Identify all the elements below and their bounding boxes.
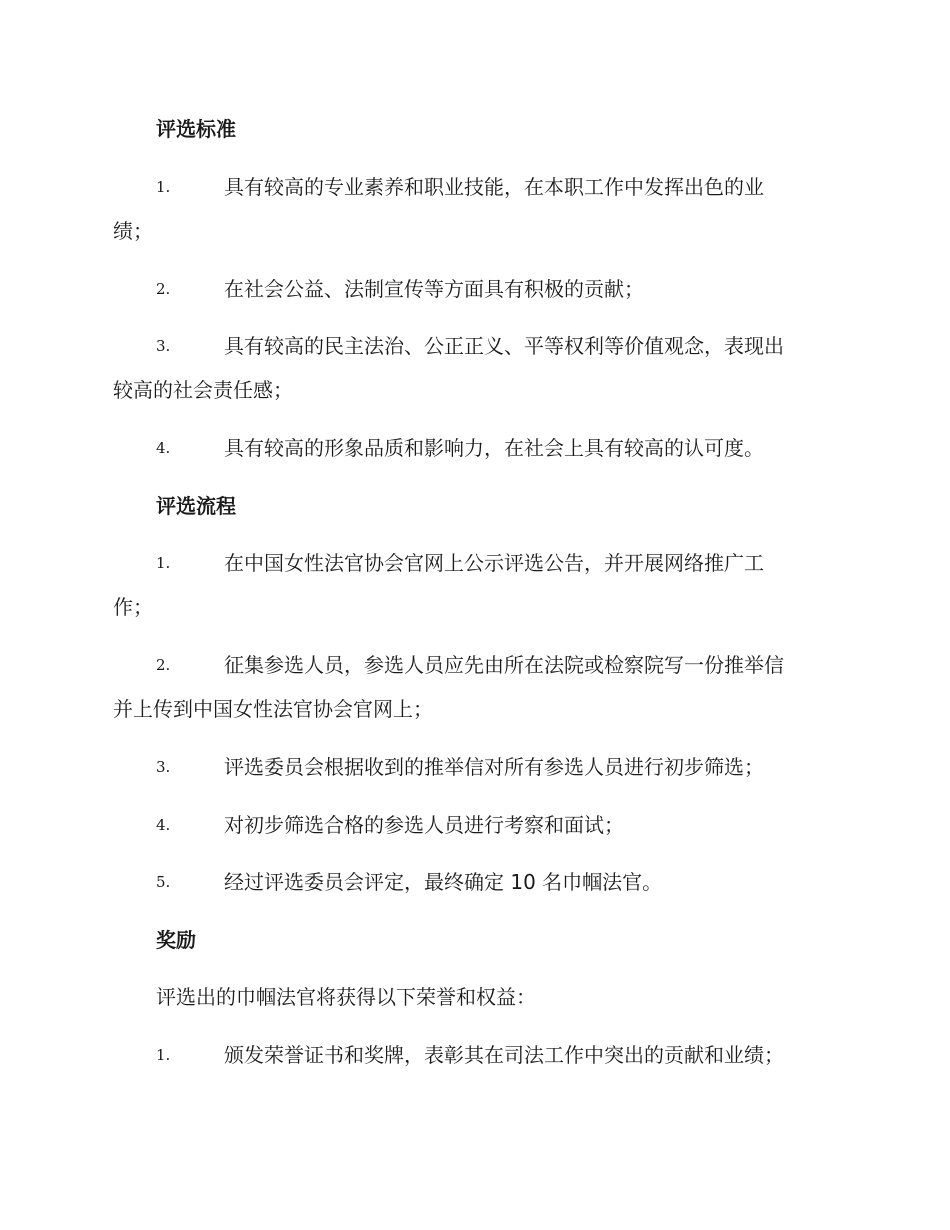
item-text-continued: 并上传到中国女性法官协会官网上； bbox=[113, 697, 433, 721]
item-number: 5. bbox=[156, 873, 171, 891]
section-heading-criteria: 评选标准 bbox=[156, 117, 236, 141]
item-text: 在社会公益、法制宣传等方面具有积极的贡献； bbox=[224, 277, 644, 301]
item-text: 对初步筛选合格的参选人员进行考察和面试； bbox=[224, 813, 624, 837]
item-number: 4. bbox=[156, 439, 171, 457]
item-text-continued: 绩； bbox=[113, 219, 153, 243]
item-text: 征集参选人员，参选人员应先由所在法院或检察院写一份推举信 bbox=[224, 653, 784, 677]
item-number: 1. bbox=[156, 1046, 171, 1064]
item-text: 在中国女性法官协会官网上公示评选公告，并开展网络推广工 bbox=[224, 551, 764, 575]
item-text-continued: 较高的社会责任感； bbox=[113, 378, 293, 402]
item-number: 2. bbox=[156, 656, 171, 674]
item-text: 具有较高的形象品质和影响力，在社会上具有较高的认可度。 bbox=[224, 436, 764, 460]
item-number: 2. bbox=[156, 280, 171, 298]
item-number: 3. bbox=[156, 337, 171, 355]
item-text: 具有较高的民主法治、公正正义、平等权利等价值观念，表现出 bbox=[224, 334, 784, 358]
item-text: 颁发荣誉证书和奖牌，表彰其在司法工作中突出的贡献和业绩； bbox=[224, 1043, 784, 1067]
item-number: 1. bbox=[156, 554, 171, 572]
item-number: 4. bbox=[156, 816, 171, 834]
item-text: 具有较高的专业素养和职业技能，在本职工作中发挥出色的业 bbox=[224, 175, 764, 199]
section-heading-reward: 奖励 bbox=[156, 928, 196, 952]
item-number: 1. bbox=[156, 178, 171, 196]
reward-intro: 评选出的巾帼法官将获得以下荣誉和权益： bbox=[156, 985, 536, 1009]
item-text-continued: 作； bbox=[113, 595, 153, 619]
section-heading-process: 评选流程 bbox=[156, 494, 236, 518]
item-text: 经过评选委员会评定，最终确定 10 名巾帼法官。 bbox=[224, 870, 663, 894]
item-text: 评选委员会根据收到的推举信对所有参选人员进行初步筛选； bbox=[224, 755, 764, 779]
item-number: 3. bbox=[156, 758, 171, 776]
